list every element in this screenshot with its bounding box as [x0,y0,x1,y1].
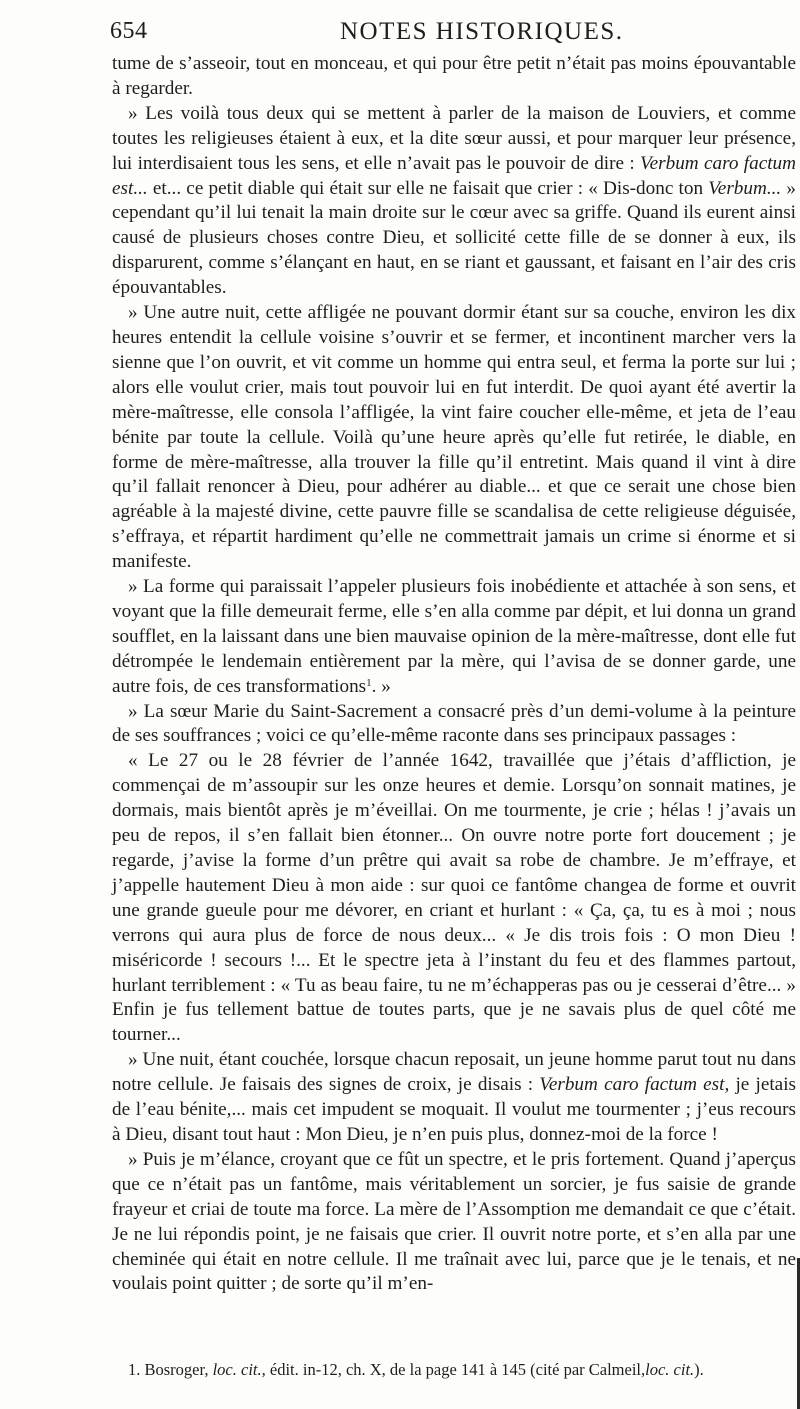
footnote [128,1359,800,1381]
paragraph [112,749,796,1048]
footnote-marker: 1 [366,676,372,689]
latin-quote: Verbum caro factum est... [112,152,796,199]
paragraph [112,301,796,575]
footnote-citation: loc. cit. [645,1360,695,1379]
paragraph-text: » Les voilà tous deux qui se mettent à parler de la maison de Louviers, et comme toutes les religieuses étaient à eux, et la dite sœur aussi, et pour marquer leur présence, lui interdisaient tous les sens, et elle n’avait pas le pouvoir de dire : [112,102,796,174]
paragraph [112,700,796,750]
paragraph-text: je jetais de l’eau bénite,... mais cet impudent se moquait. Il voulut me tourmenter ; j’eus recours à Dieu, disant tout haut : Mon Dieu, je n’en puis plus, donnez-moi de la force ! [112,1074,796,1145]
paragraph-text: » La sœur Marie du Saint-Sacrement a consacré près d’un demi-volume à la peinture de ses souffrances ; voici ce qu’elle-même raconte dans ses principaux passages : [112,700,796,747]
footnote-text: édit. in-12, ch. X, de la page 141 à 145 (cité par Calmeil, [269,1360,646,1379]
footnote-author: Bosroger, [144,1360,209,1379]
running-head [110,2,800,48]
footnote-text: ). [694,1360,704,1379]
paragraph [112,575,796,700]
paragraph-text: tume de s’asseoir, tout en monceau, et qui pour être petit n’était pas moins épouvantable à regarder. [112,53,796,99]
paragraph-text: » La forme qui paraissait l’appeler plusieurs fois inobédiente et attachée à son sens, et voyant que la fille demeurait ferme, elle s’en alla comme par dépit, et lui donna un grand soufflet, en la laissant dans une bien mauvaise opinion de la mère-maîtresse, dont elle fut détrompée le lendemain entièrement par la mère, qui l’avisa de se donner garde, une autre fois, de ces transformations [112,576,796,697]
footnote-number: 1. [128,1360,141,1379]
running-title: NOTES HISTORIQUES. [340,18,624,45]
paragraph-text: » cependant qu’il lui tenait la main droite sur le cœur avec sa griffe. Quand ils eurent ainsi causé de plusieurs choses contre Dieu, et sollicité cette fille de se donner à eux, ils disparurent, comme s’élançant en haut, en se riant et gaussant, et faisant en l’air des cris épouvantables. [112,177,796,299]
paragraph [112,1048,796,1148]
paragraph-text: « Le 27 ou le 28 février de l’année 1642, travaillée que j’étais d’affliction, je commençai de m’assoupir sur les onze heures et demie. Lorsqu’on sonnait matines, je dormais, mais bientôt après je m’éveillai. On me tourmente, je crie ; hélas ! j’avais un peu de repos, il s’en fallait bien étonner... On ouvre notre porte fort doucement ; je regarde, j’avise la forme d’un prêtre qui avait sa robe de chambre. Je m’effraye, et j’appelle hautement Dieu à mon aide : sur quoi ce fantôme changea de forme et ouvrit une grande gueule pour me dévorer, en criant et hurlant : « Ça, ça, tu es à moi ; nous verrons qui aura plus de force de nous deux... « Je dis trois fois : O mon Dieu ! miséricorde ! secours !... Et le spectre jeta à l’instant du feu et des flammes partout, hurlant terriblement : « Tu as beau faire, tu ne m’échapperas pas ou je cesserai d’être... » Enfin je fus tellement battue de toutes parts, que je ne savais plus de quel côté me tourner... [112,750,796,1046]
paragraph [112,1148,796,1297]
paragraph [112,102,796,301]
paragraph-text: » Puis je m’élance, croyant que ce fût un spectre, et le pris fortement. Quand j’aperçus que ce n’était pas un fantôme, mais véritablement un sorcier, je fus saisie de grande frayeur et criai de toute ma force. La mère de l’Assomption me demandait ce que c’était. Je ne lui répondis point, je ne faisais que crier. Il ouvrit notre porte, et s’en alla par une cheminée qui était en notre cellule. Il me traînait avec lui, parce que je le tenais, et ne voulais point quitter ; de sorte qu’il m’en- [112,1148,796,1295]
latin-quote: Verbum... [708,177,782,199]
paragraph-text: et... ce petit diable qui était sur elle ne faisait que crier : « Dis-donc ton [147,177,709,199]
paragraph [112,52,796,102]
paragraph-text: » Une autre nuit, cette affligée ne pouvant dormir étant sur sa couche, environ les dix heures entendit la cellule voisine s’ouvrir et se fermer, et incontinent marcher vers la sienne que l’on ouvrit, et vit comme un homme qui entra seul, et ferma la porte sur lui ; alors elle voulut crier, mais tout pouvoir lui en fut interdit. De quoi ayant été avertir la mère-maîtresse, elle consola l’affligée, la vint faire coucher elle-même, et jeta de l’eau bénite par toute la cellule. Voilà qu’une heure après qu’elle fut retirée, le diable, en forme de mère-maîtresse, alla trouver la fille qu’il entretint. Mais quand il vint à dire qu’il fallait renoncer à Dieu, pour adhérer au diable... et que ce serait une chose bien agréable à la majesté divine, cette pauvre fille se scandalisa de cette religieuse déguisée, s’effraya, et répartit hardiment qu’elle ne commettrait jamais un crime si énorme et si manifeste. [112,302,796,573]
footnote-citation: loc. cit., [212,1360,266,1379]
paragraph-text: . » [371,675,391,697]
latin-quote: Verbum caro factum est, [539,1074,730,1096]
page-number: 654 [110,18,148,44]
body-text [112,52,796,1297]
paragraph-text: » Une nuit, étant couchée, lorsque chacun reposait, un jeune homme parut tout nu dans notre cellule. Je faisais des signes de croix, je disais : [112,1049,796,1096]
